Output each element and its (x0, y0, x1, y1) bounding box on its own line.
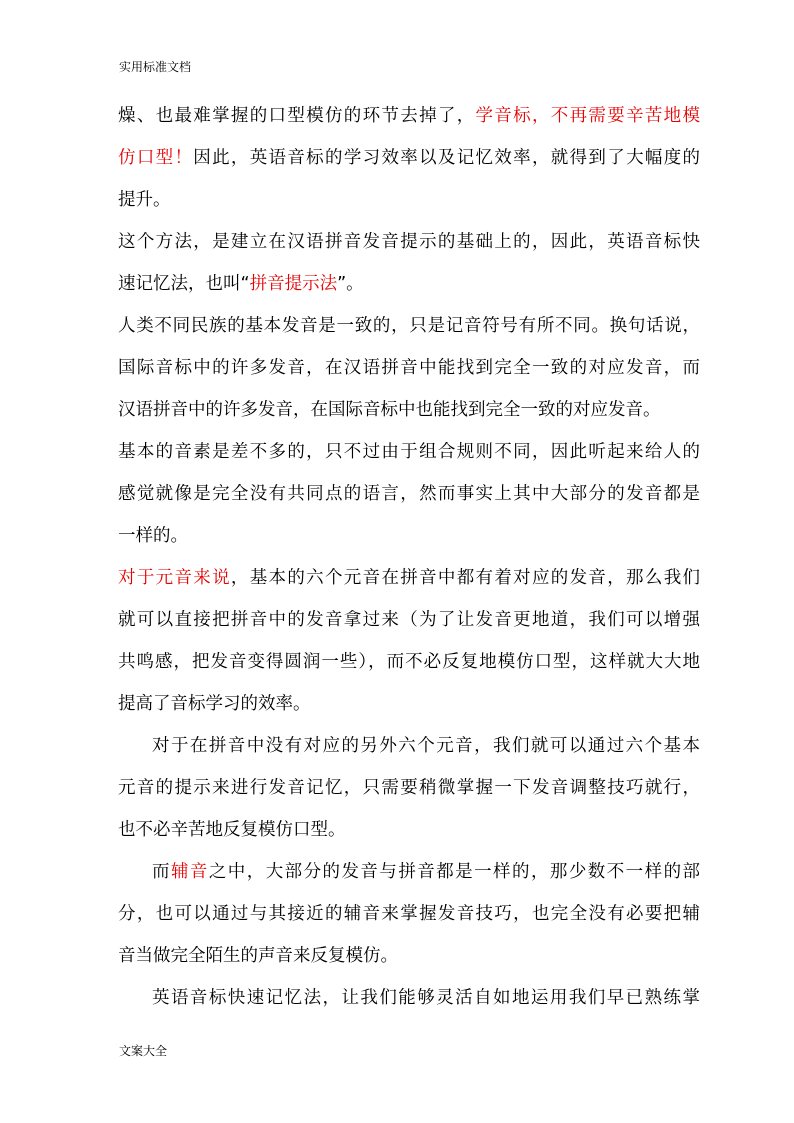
text-run: 之中，大部分的发音与拼音都是一样的，那少数不一样的部 (208, 862, 700, 882)
body-line (118, 816, 700, 844)
text-run: 英语音标快速记忆法，让我们能够灵活自如地运用我们早已熟练掌 (152, 988, 700, 1008)
text-run: 也不必辛苦地反复模仿口型。 (118, 820, 346, 840)
body-line (118, 900, 700, 928)
text-run: 人类不同民族的基本发音是一致的，只是记音符号有所不同。换句话说， (118, 316, 700, 336)
body-line (118, 480, 700, 508)
body-line (152, 732, 700, 760)
highlighted-text: 拼音提示法 (249, 274, 338, 294)
text-run: 提高了音标学习的效率。 (118, 694, 311, 714)
body-line (118, 102, 700, 130)
text-run: 速记忆法，也叫“ (118, 274, 250, 294)
body-line (118, 354, 700, 382)
text-run: 汉语拼音中的许多发音，在国际音标中也能找到完全一致的对应发音。 (118, 400, 661, 420)
body-line (118, 522, 700, 550)
text-run: 基本的音素是差不多的，只不过由于组合规则不同，因此听起来给人的 (118, 442, 700, 462)
text-run: 共鸣感，把发音变得圆润一些），而不必反复地模仿口型，这样就大大地 (118, 652, 700, 672)
text-run: ，基本的六个元音在拼音中都有着对应的发音，那么我们 (230, 568, 700, 588)
body-line (118, 774, 700, 802)
highlighted-text: 学音标，不再需要辛苦地模 (475, 106, 700, 126)
text-run: 而 (152, 862, 171, 882)
body-line (118, 942, 700, 970)
page-footer: 文案大全 (119, 1044, 168, 1058)
text-run: 国际音标中的许多发音，在汉语拼音中能找到完全一致的对应发音，而 (118, 358, 700, 378)
body-line (118, 690, 700, 718)
body-line (118, 228, 700, 256)
page-header: 实用标准文档 (119, 60, 192, 74)
text-run: 燥、也最难掌握的口型模仿的环节去掉了， (118, 106, 476, 126)
text-run: 一样的。 (118, 526, 188, 546)
body-line (152, 984, 700, 1012)
text-run: 元音的提示来进行发音记忆，只需要稍微掌握一下发音调整技巧就行， (118, 778, 700, 798)
text-run: 就可以直接把拼音中的发音拿过来（为了让发音更地道，我们可以增强 (118, 610, 700, 630)
body-line (118, 186, 700, 214)
text-run: 提升。 (118, 190, 171, 210)
highlighted-text: 对于元音来说 (118, 568, 231, 588)
body-line (118, 396, 700, 424)
body-line (118, 438, 700, 466)
text-run: 因此，英语音标的学习效率以及记忆效率，就得到了大幅度的 (193, 148, 700, 168)
body-line (118, 648, 700, 676)
text-run: 对于在拼音中没有对应的另外六个元音，我们就可以通过六个基本 (152, 736, 700, 756)
text-run: 音当做完全陌生的声音来反复模仿。 (118, 946, 398, 966)
body-line (118, 606, 700, 634)
text-run: 感觉就像是完全没有共同点的语言，然而事实上其中大部分的发音都是 (118, 484, 700, 504)
body-line (118, 144, 700, 172)
highlighted-text: 仿口型！ (118, 148, 194, 168)
body-line (118, 564, 700, 592)
body-line (118, 270, 700, 298)
body-line (118, 312, 700, 340)
body-line (152, 858, 700, 886)
text-run: 这个方法，是建立在汉语拼音发音提示的基础上的，因此，英语音标快 (118, 232, 700, 252)
highlighted-text: 辅音 (170, 862, 209, 882)
text-run: 分，也可以通过与其接近的辅音来掌握发音技巧，也完全没有必要把辅 (118, 904, 700, 924)
text-run: ”。 (337, 274, 364, 294)
